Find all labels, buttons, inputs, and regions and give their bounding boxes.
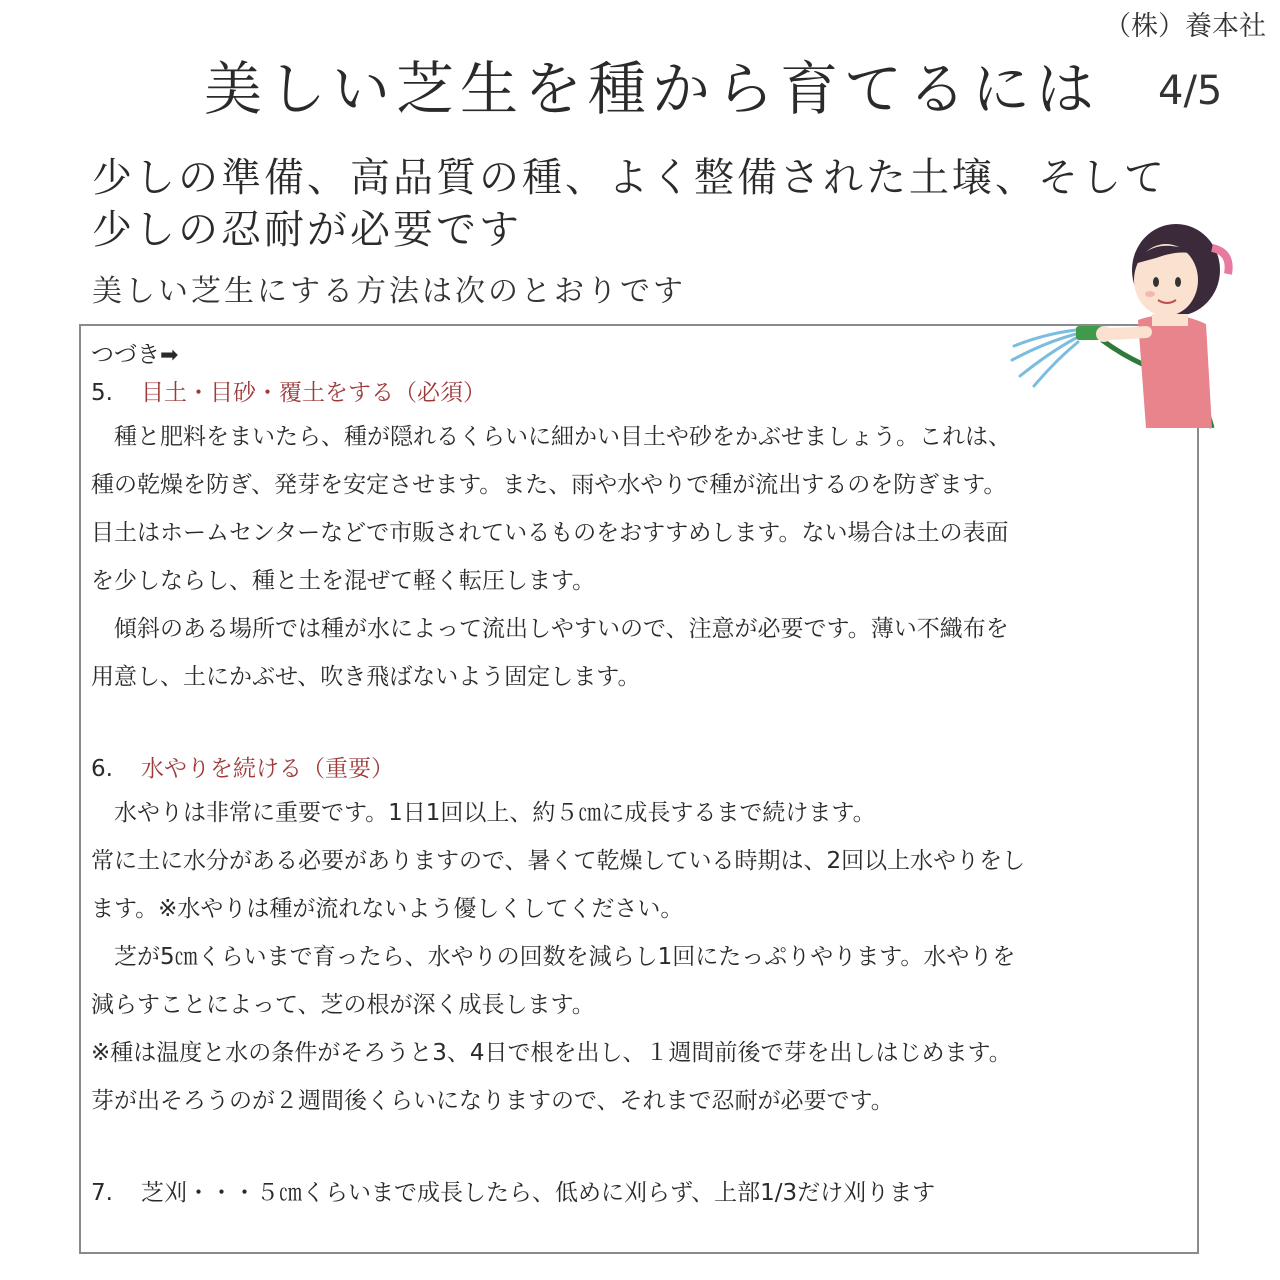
continued-label: つづき xyxy=(91,342,160,368)
right-arrow-icon: ➡ xyxy=(160,343,179,368)
water-spray-icon xyxy=(1012,330,1078,386)
section-5-line: 傾斜のある場所では種が水によって流出しやすいので、注意が必要です。薄い不織布を xyxy=(114,616,1009,642)
section-6-line: 芝が5㎝くらいまで育ったら、水やりの回数を減らし1回にたっぷりやります。水やりを xyxy=(114,944,1016,970)
section-5-line: 種の乾燥を防ぎ、発芽を安定させます。また、雨や水やりで種が流出するのを防ぎます。 xyxy=(91,472,1007,498)
section-6-line: ます。※水やりは種が流れないよう優しくしてください。 xyxy=(91,896,684,922)
section-6-line: 常に土に水分がある必要がありますので、暑くて乾燥している時期は、2回以上水やりをし xyxy=(91,848,1026,874)
section-number: 5. xyxy=(91,380,113,406)
section-7-heading xyxy=(91,1173,1196,1213)
section-title: 芝刈・・・５㎝くらいまで成長したら、低めに刈らず、上部1/3だけ刈ります xyxy=(141,1180,936,1206)
section-5-line: 目土はホームセンターなどで市販されているものをおすすめします。ない場合は土の表面 xyxy=(91,520,1009,546)
page-number: 4/5 xyxy=(1158,68,1223,114)
section-5-line: 用意し、土にかぶせ、吹き飛ばないよう固定します。 xyxy=(91,664,641,690)
section-5-line: 種と肥料をまいたら、種が隠れるくらいに細かい目土や砂をかぶせましょう。これは、 xyxy=(114,424,1011,450)
section-6-line: ※種は温度と水の条件がそろうと3、4日で根を出し、１週間前後で芽を出しはじめます。 xyxy=(91,1040,1012,1066)
section-5-line: を少しならし、種と土を混ぜて軽く転圧します。 xyxy=(91,568,596,594)
subline: 美しい芝生にする方法は次のとおりです xyxy=(92,274,686,309)
section-title: 目土・目砂・覆土をする（必須） xyxy=(141,380,486,406)
spacer xyxy=(91,701,1196,749)
section-6-line: 芽が出そろうのが２週間後くらいになりますので、それまで忍耐が必要です。 xyxy=(91,1088,894,1114)
woman-watering-illustration xyxy=(1006,208,1246,436)
company-name: （株）養本社 xyxy=(1104,11,1266,42)
subtitle: 少しの準備、高品質の種、よく整備された土壌、そして少しの忍耐が必要です xyxy=(92,155,1167,253)
section-6-line: 減らすことによって、芝の根が深く成長します。 xyxy=(91,992,595,1018)
section-number: 7. xyxy=(91,1180,113,1206)
section-number: 6. xyxy=(91,756,113,782)
section-6-heading xyxy=(91,749,1196,789)
section-6-line: 水やりは非常に重要です。1日1回以上、約５㎝に成長するまで続けます。 xyxy=(114,800,876,826)
section-title: 水やりを続ける（重要） xyxy=(141,756,394,782)
spacer xyxy=(91,1125,1196,1173)
content-body xyxy=(91,338,1196,1213)
page-title: 美しい芝生を種から育てるには xyxy=(204,55,1101,123)
